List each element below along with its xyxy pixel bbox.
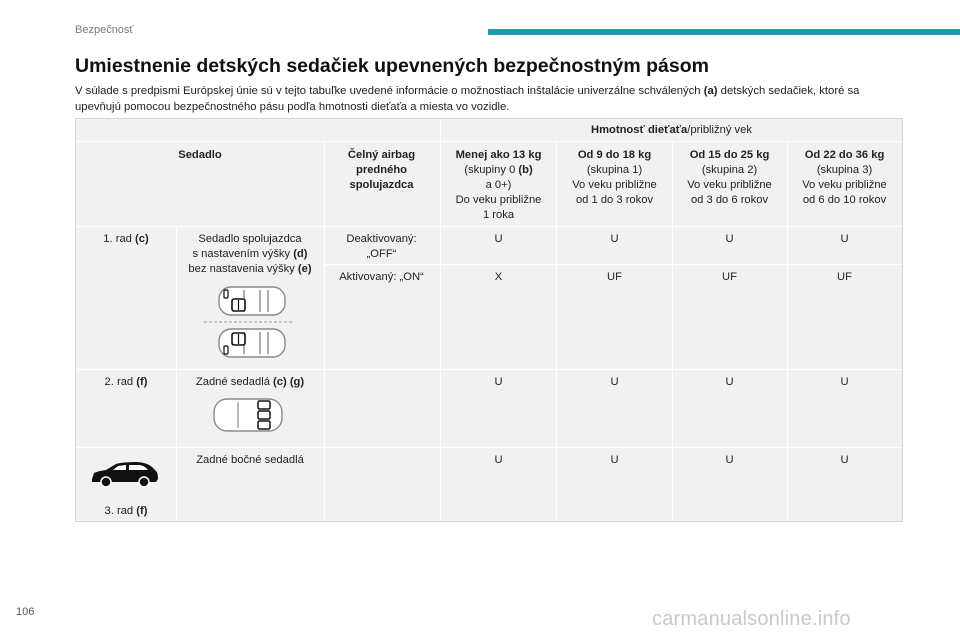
- row1-seat: [176, 232, 324, 277]
- col-header-weight-1: [441, 148, 556, 223]
- row1-off-value-2: U: [610, 233, 619, 245]
- divider: [76, 369, 902, 370]
- weight-age-1: Vo veku približne: [572, 179, 657, 191]
- row1-rad: [76, 232, 176, 247]
- row1-on-value-4: UF: [837, 271, 852, 283]
- car-side-icon: [88, 459, 160, 489]
- weight-age-2: od 3 do 6 rokov: [690, 194, 769, 206]
- row2-rad-label: 2. rad: [104, 376, 137, 388]
- weight-group-b: a 0+): [485, 179, 512, 191]
- row1-off-value-3: U: [725, 233, 734, 245]
- col-header-airbag-line2: predného: [356, 164, 407, 176]
- divider: [672, 141, 673, 521]
- weight-group: (skupina 2): [701, 164, 758, 176]
- row1-seat-line2-ref: (d): [293, 248, 308, 260]
- col-header-weight-2: [557, 148, 672, 208]
- row1-rad-label: 1. rad: [103, 233, 136, 245]
- row1-seat-line2: [176, 247, 324, 262]
- weight-group: (skupina 1): [586, 164, 643, 176]
- row1-seat-line1: Sedadlo spolujazdca: [198, 233, 302, 245]
- row1-seat-line2-text: s nastavením výšky: [192, 248, 294, 260]
- weight-group: (skupina 3): [816, 164, 873, 176]
- row1-airbag-off-line1: Deaktivovaný:: [346, 233, 417, 245]
- row2-seat: [176, 375, 324, 390]
- weight-age-1: Do veku približne: [455, 194, 542, 206]
- intro-ref: (a): [703, 85, 718, 97]
- page-number: 106: [16, 606, 35, 618]
- row1-on-value-3: UF: [722, 271, 737, 283]
- row3-value-1: U: [494, 454, 503, 466]
- row3-value-2: U: [610, 454, 619, 466]
- row3-rad-ref: (f): [136, 505, 148, 517]
- row2-value-4: U: [840, 376, 849, 388]
- divider: [76, 447, 902, 448]
- weight-age-1: Vo veku približne: [802, 179, 887, 191]
- divider: [440, 119, 441, 521]
- row3-value-4: U: [840, 454, 849, 466]
- intro-text-1: V súlade s predpismi Európskej únie sú v tejto tabuľke uvedené informácie o možnostiach inštalácie univerzálne schválených: [75, 85, 704, 97]
- row3-rad-label: 3. rad: [104, 505, 137, 517]
- weight-group-header: [441, 123, 902, 138]
- header-accent-bar: [488, 29, 960, 35]
- divider: [324, 141, 325, 521]
- row1-airbag-on: Aktivovaný: „ON“: [339, 271, 424, 283]
- weight-group-header-rest: /približný vek: [687, 124, 752, 136]
- row1-off-value-4: U: [840, 233, 849, 245]
- divider: [76, 141, 902, 142]
- row2-rad: [76, 375, 176, 390]
- col-header-airbag: [324, 148, 439, 193]
- row3-seat: Zadné bočné sedadlá: [196, 454, 304, 466]
- weight-group-header-bold: Hmotnosť dieťaťa: [591, 124, 688, 136]
- rear-seats-diagram: [212, 395, 284, 435]
- row1-airbag-off-line2: „OFF“: [366, 248, 397, 260]
- row1-airbag-off: [324, 232, 439, 262]
- page-title: Umiestnenie detských sedačiek upevnených bezpečnostným pásom: [75, 55, 709, 77]
- intro-paragraph: [75, 83, 905, 115]
- weight-group: [441, 163, 556, 178]
- col-header-seat: Sedadlo: [178, 149, 222, 161]
- row2-value-2: U: [610, 376, 619, 388]
- row3-value-3: U: [725, 454, 734, 466]
- weight-range: Od 9 do 18 kg: [577, 149, 652, 161]
- divider: [176, 226, 177, 521]
- child-seat-table: [75, 118, 903, 522]
- divider: [787, 141, 788, 521]
- row1-on-value-2: UF: [607, 271, 622, 283]
- watermark: carmanualsonline.info: [652, 608, 851, 630]
- row2-rad-ref: (f): [136, 376, 148, 388]
- col-header-airbag-line3: spolujazdca: [349, 179, 414, 191]
- row2-seat-ref: (c) (g): [273, 376, 305, 388]
- row2-value-3: U: [725, 376, 734, 388]
- weight-range: Menej ako 13 kg: [455, 149, 542, 161]
- front-passenger-seat-diagram: [204, 285, 292, 361]
- col-header-weight-3: [672, 148, 787, 208]
- weight-age-2: 1 roka: [482, 209, 515, 221]
- weight-age-2: od 6 do 10 rokov: [802, 194, 887, 206]
- divider: [324, 264, 902, 265]
- row1-seat-line3-text: bez nastavenia výšky: [188, 263, 298, 275]
- row1-rad-ref: (c): [135, 233, 149, 245]
- row3-rad: [76, 504, 176, 519]
- row2-value-1: U: [494, 376, 503, 388]
- weight-range: Od 22 do 36 kg: [804, 149, 885, 161]
- divider: [556, 141, 557, 521]
- row1-off-value-1: U: [494, 233, 503, 245]
- divider: [76, 226, 902, 227]
- weight-age-1: Vo veku približne: [687, 179, 772, 191]
- col-header-weight-4: [787, 148, 902, 208]
- section-title: Bezpečnosť: [75, 24, 134, 36]
- intro-text-2: detských sedačiek, ktoré sa upevňujú pomocou bezpečnostného pásu podľa hmotnosti dieťaťa a miesta vo vozidle.: [75, 85, 860, 113]
- weight-range: Od 15 do 25 kg: [689, 149, 770, 161]
- row1-on-value-1: X: [494, 271, 503, 283]
- col-header-airbag-line1: Čelný airbag: [347, 149, 416, 161]
- row1-seat-line3: [176, 262, 324, 277]
- row1-seat-line3-ref: (e): [297, 263, 312, 275]
- weight-group-ref: (b): [518, 164, 533, 176]
- weight-group-text-a: (skupiny 0: [464, 164, 519, 176]
- weight-age-2: od 1 do 3 rokov: [575, 194, 654, 206]
- row2-seat-text: Zadné sedadlá: [195, 376, 274, 388]
